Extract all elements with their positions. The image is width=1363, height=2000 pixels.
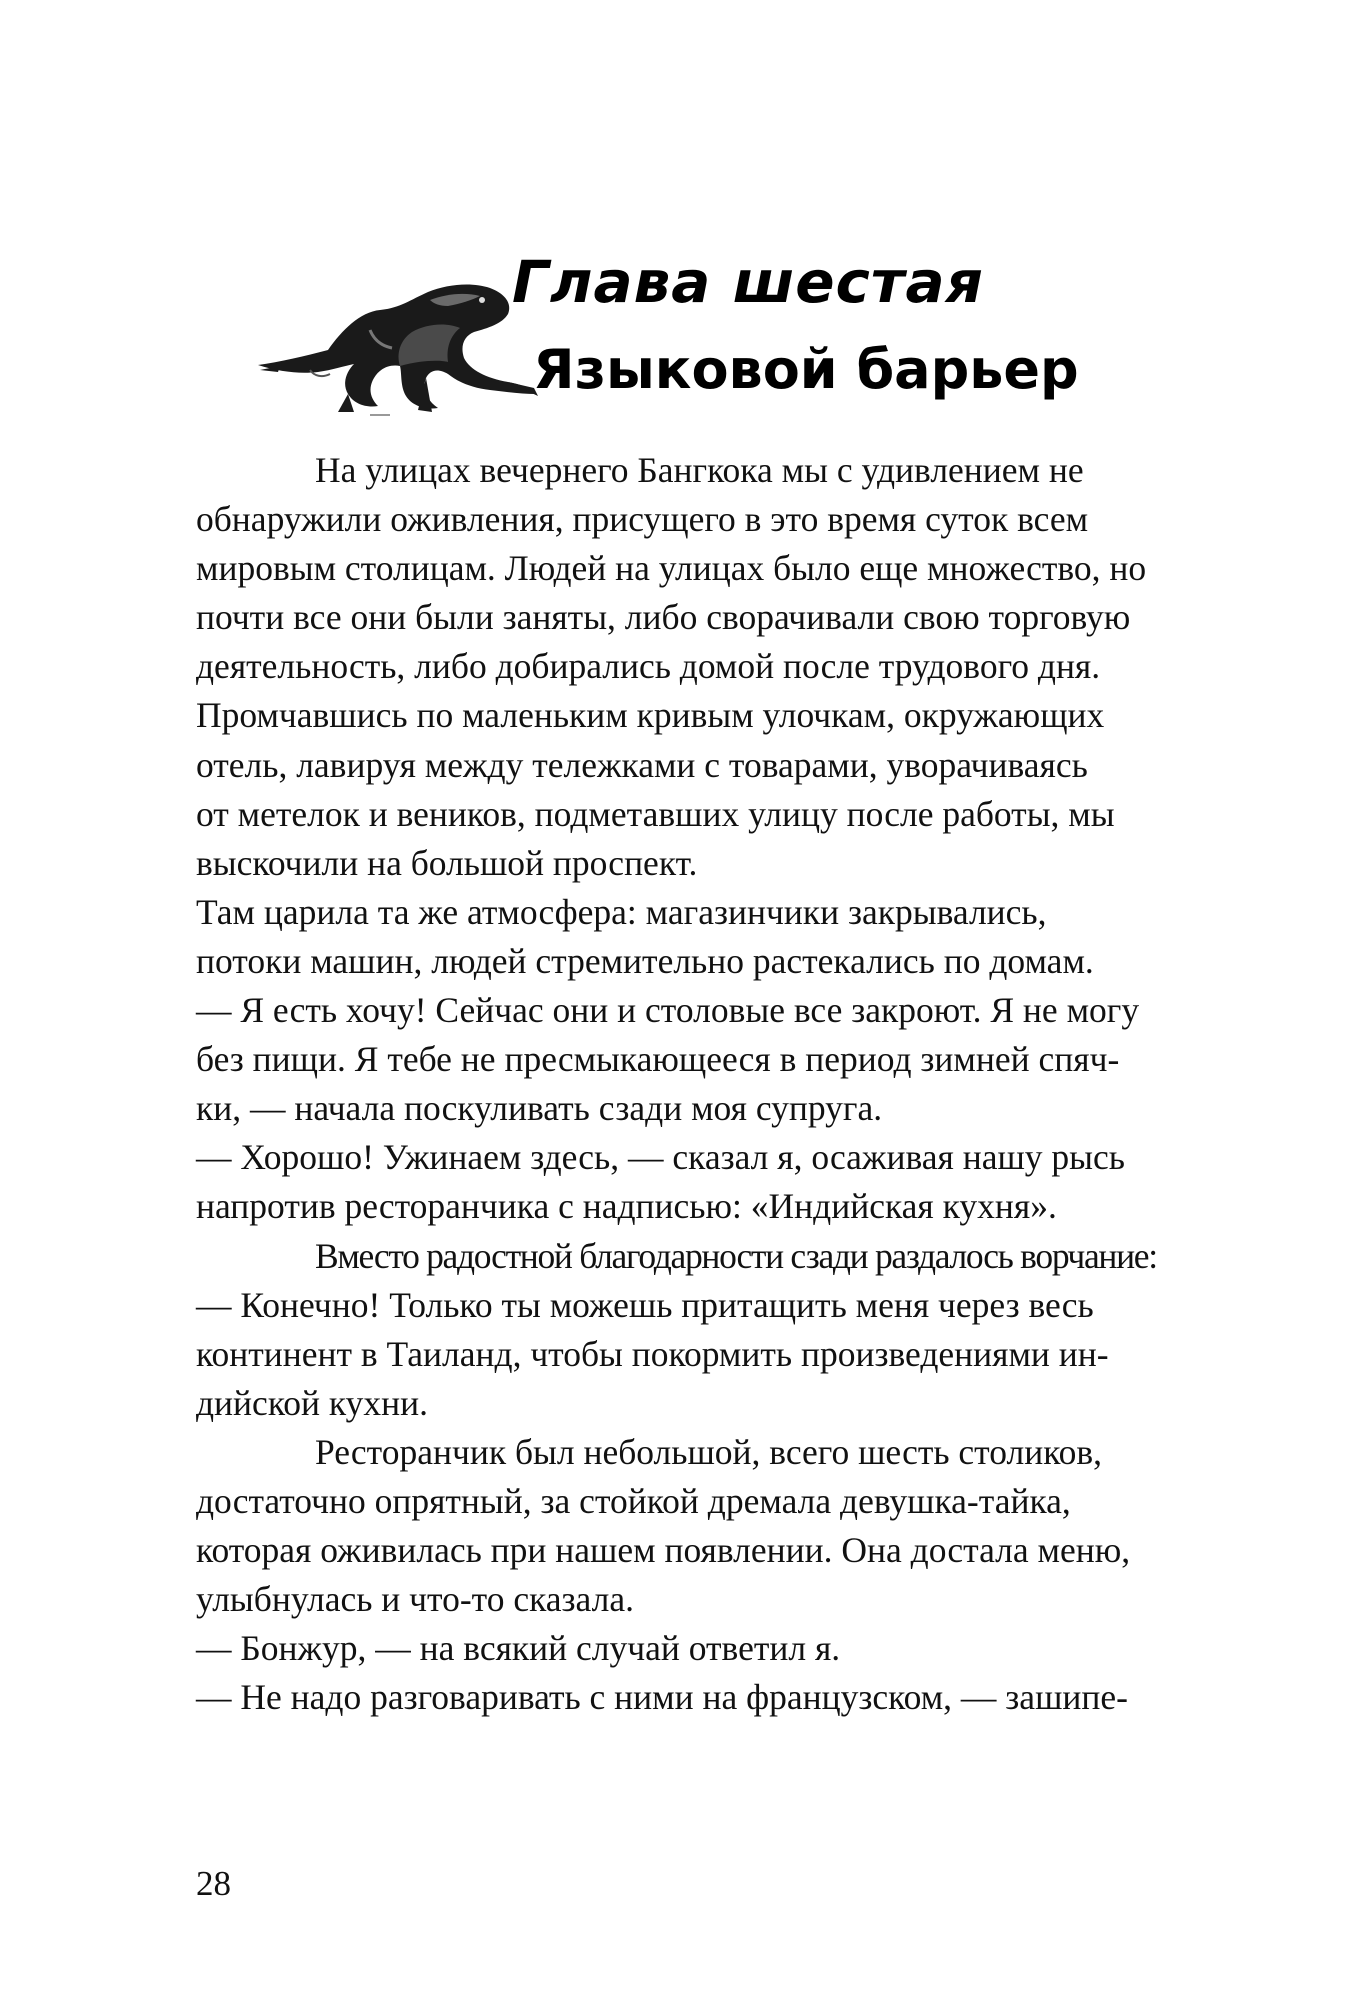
text-line: потоки машин, людей стремительно растекались по домам. xyxy=(196,940,1094,981)
komodo-lizard-illustration xyxy=(250,270,540,420)
text-line: почти все они были заняты, либо сворачивали свою торговую xyxy=(196,597,1131,638)
text-line: дийской кухни. xyxy=(196,1382,428,1423)
text-line: — Я есть хочу! Сейчас они и столовые все закроют. Я не могу xyxy=(196,990,1140,1031)
text-line: мировым столицам. Людей на улицах было еще множество, но xyxy=(196,548,1147,589)
text-line: которая оживилась при нашем появлении. Она достала меню, xyxy=(196,1530,1131,1571)
text-line: без пищи. Я тебе не пресмыкающееся в период зимней спяч- xyxy=(196,1039,1120,1080)
text-line: Вместо радостной благодарности сзади раздалось ворчание: xyxy=(315,1235,1157,1276)
text-line: обнаружили оживления, присущего в это время суток всем xyxy=(196,499,1089,540)
text-line: Промчавшись по маленьким кривым улочкам, окружающих xyxy=(196,695,1105,736)
text-line: — Конечно! Только ты можешь притащить меня через весь xyxy=(196,1284,1094,1325)
text-line: — Хорошо! Ужинаем здесь, — сказал я, осаживая нашу рысь xyxy=(196,1137,1125,1178)
text-line: достаточно опрятный, за стойкой дремала девушка-тайка, xyxy=(196,1480,1071,1521)
chapter-heading xyxy=(250,230,1130,430)
text-line: Там царила та же атмосфера: магазинчики закрывались, xyxy=(196,891,1047,932)
body-text xyxy=(196,446,1276,1722)
text-line: отель, лавируя между тележками с товарами, уворачиваясь xyxy=(196,744,1088,785)
text-line: выскочили на большой проспект. xyxy=(196,842,698,883)
text-line: На улицах вечернего Бангкока мы с удивлением не xyxy=(315,450,1084,490)
text-line: Ресторанчик был небольшой, всего шесть столиков, xyxy=(315,1431,1103,1472)
chapter-number: Глава шестая xyxy=(512,248,984,316)
text-line: деятельность, либо добирались домой после трудового дня. xyxy=(196,646,1101,687)
page-number: 28 xyxy=(196,1864,231,1903)
text-line: улыбнулась и что-то сказала. xyxy=(196,1579,634,1620)
text-line: — Не надо разговаривать с ними на французском, — зашипе- xyxy=(196,1677,1128,1718)
text-line: от метелок и веников, подметавших улицу после работы, мы xyxy=(196,793,1115,834)
chapter-title: Языковой барьер xyxy=(533,338,1079,401)
text-line: континент в Таиланд, чтобы покормить произведениями ин- xyxy=(196,1333,1109,1374)
text-line: — Бонжур, — на всякий случай ответил я. xyxy=(196,1628,841,1669)
text-line: напротив ресторанчика с надписью: «Индийская кухня». xyxy=(196,1186,1057,1227)
text-line: ки, — начала поскуливать сзади моя супруга. xyxy=(196,1088,883,1129)
